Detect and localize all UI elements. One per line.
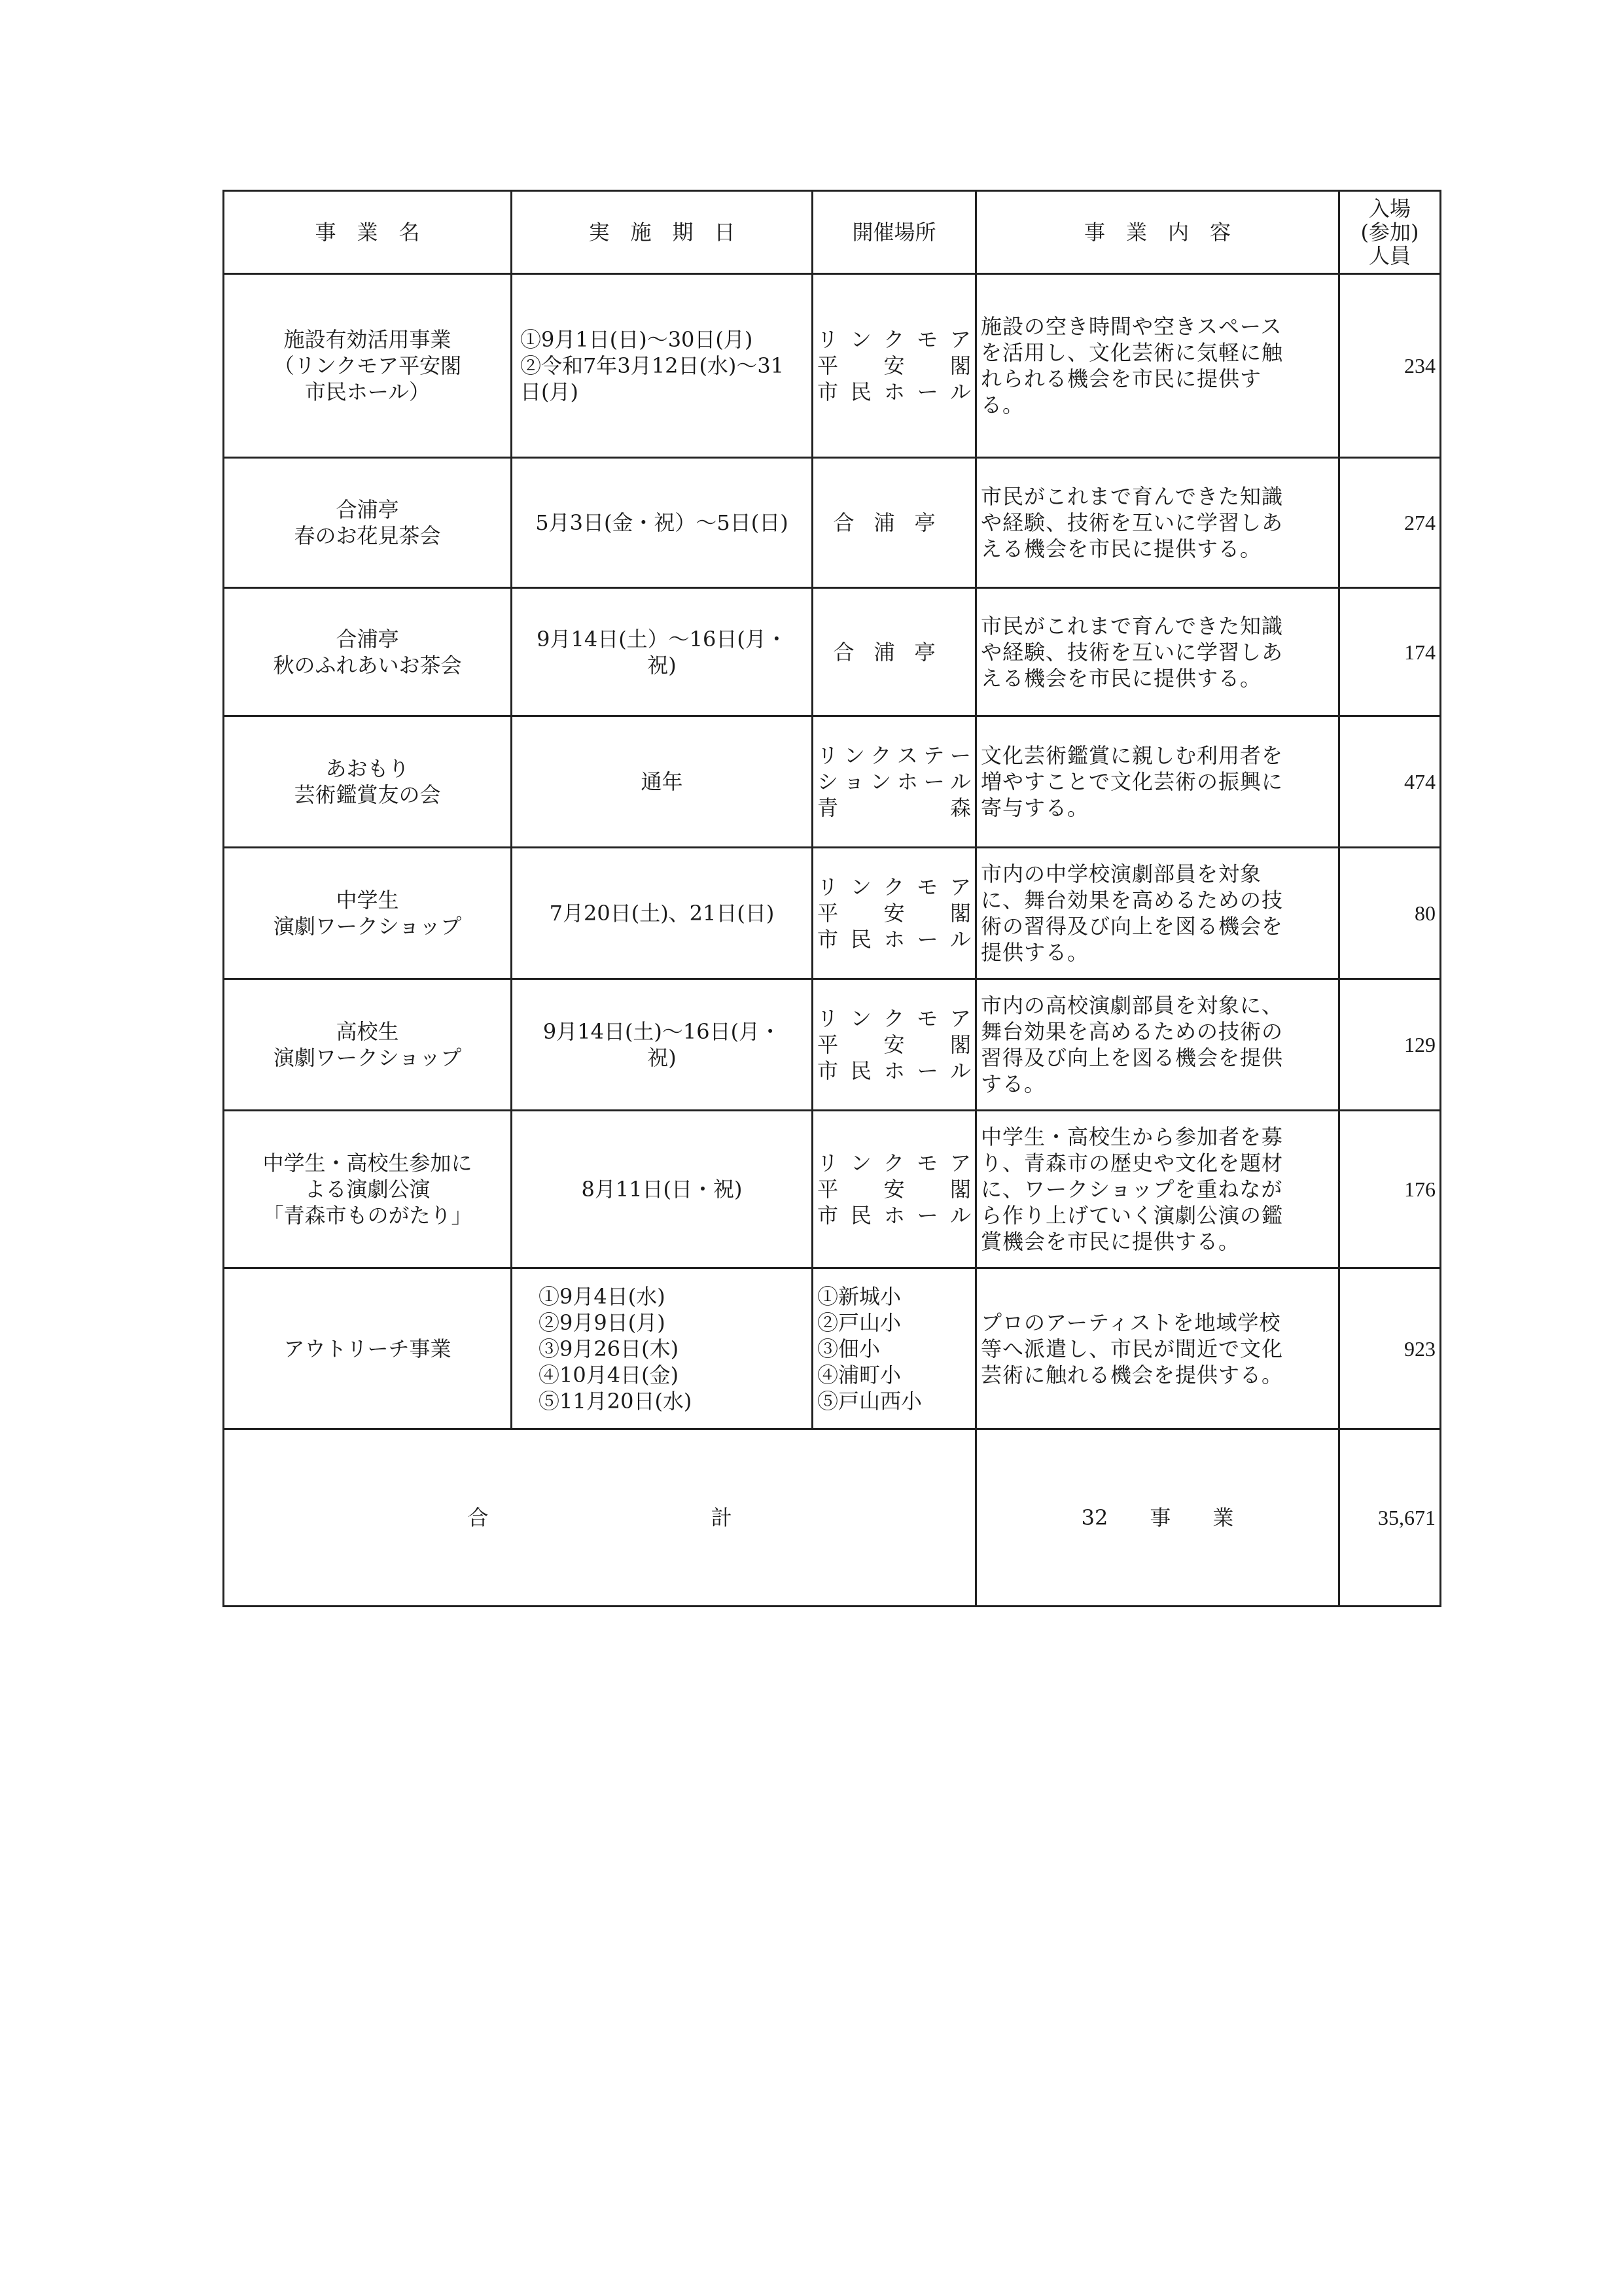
total-label-left: 合 xyxy=(467,1505,489,1530)
name-line: あおもり xyxy=(325,756,410,781)
event-venue xyxy=(813,1268,976,1429)
name-line: 春のお花見茶会 xyxy=(294,523,441,548)
name-line: アウトリーチ事業 xyxy=(283,1336,451,1361)
venue-line: 合浦亭 xyxy=(833,639,955,665)
table-row xyxy=(224,458,1441,588)
content-line: 増やすことで文化芸術の振興に xyxy=(981,769,1284,794)
event-attendance: 234 xyxy=(1339,274,1441,458)
table-row xyxy=(224,588,1441,716)
content-line: る。 xyxy=(981,392,1025,417)
name-line: 中学生・高校生参加に xyxy=(262,1151,472,1175)
content-line: 施設の空き時間や空きスペース xyxy=(981,314,1282,339)
event-content xyxy=(976,588,1339,716)
name-line: 合浦亭 xyxy=(336,626,399,652)
venue-line: ②戸山小 xyxy=(817,1310,902,1335)
content-line: 芸術に触れる機会を提供する。 xyxy=(981,1362,1284,1387)
event-date xyxy=(512,1111,813,1268)
header-attendance xyxy=(1339,191,1441,274)
date-line: 祝) xyxy=(647,1045,677,1070)
content-line: 文化芸術鑑賞に親しむ利用者を xyxy=(981,743,1284,768)
venue-line: リンクモア xyxy=(817,1151,971,1175)
event-venue xyxy=(813,1111,976,1268)
venue-line: 平 安 閣 xyxy=(817,353,971,378)
event-content xyxy=(976,1268,1339,1429)
content-line: する。 xyxy=(981,1071,1046,1096)
date-line: 通年 xyxy=(641,769,683,794)
venue-line: 合浦亭 xyxy=(833,510,955,535)
venue-line: ⑤戸山西小 xyxy=(817,1388,923,1414)
venue-line: 市民ホール xyxy=(817,1058,971,1083)
date-line: ②令和7年3月12日(水)～31 xyxy=(520,353,785,378)
event-venue xyxy=(813,716,976,848)
content-line: 市民がこれまで育んできた知識 xyxy=(981,484,1284,509)
content-line: れられる機会を市民に提供す xyxy=(981,366,1262,391)
content-line: に、ワークショップを重ねなが xyxy=(981,1177,1283,1202)
content-line: を活用し、文化芸術に気軽に触 xyxy=(981,340,1284,365)
content-line: 等へ派遣し、市民が間近で文化 xyxy=(981,1336,1284,1361)
content-line: 習得及び向上を図る機会を提供 xyxy=(981,1045,1284,1070)
event-content xyxy=(976,1111,1339,1268)
name-line: 演劇ワークショップ xyxy=(273,1045,462,1070)
date-line: ①9月1日(日)～30日(月) xyxy=(520,327,753,352)
content-line: プロのアーティストを地域学校 xyxy=(981,1310,1281,1335)
content-line: や経験、技術を互いに学習しあ xyxy=(981,639,1284,665)
date-line: 5月3日(金・祝）～5日(日) xyxy=(535,510,788,535)
header-date: 実 施 期 日 xyxy=(512,191,813,274)
date-line: 9月14日(土)～16日(月・ xyxy=(542,1019,781,1044)
name-line: （リンクモア平安閣 xyxy=(273,353,462,378)
table-row xyxy=(224,274,1441,458)
content-line: 舞台効果を高めるための技術の xyxy=(981,1019,1284,1044)
venue-line: ④浦町小 xyxy=(817,1362,902,1387)
total-row xyxy=(224,1429,1441,1607)
venue-line: 市民ホール xyxy=(817,927,971,952)
content-line: える機会を市民に提供する。 xyxy=(981,536,1262,561)
venue-line: リンクステー xyxy=(817,743,971,768)
date-line: ④10月4日(金) xyxy=(538,1362,679,1387)
content-line: に、舞台効果を高めるための技 xyxy=(981,888,1284,913)
event-name xyxy=(224,1268,512,1429)
date-line: 8月11日(日・祝) xyxy=(581,1177,743,1202)
event-name xyxy=(224,979,512,1111)
content-line: 市民がこれまで育んできた知識 xyxy=(981,613,1284,638)
venue-line: ションホール xyxy=(817,769,971,794)
content-line: ら作り上げていく演劇公演の鑑 xyxy=(981,1203,1284,1228)
venue-line: リンクモア xyxy=(817,875,971,899)
total-events: 32 事 業 xyxy=(976,1429,1339,1607)
table-row xyxy=(224,979,1441,1111)
content-line: える機会を市民に提供する。 xyxy=(981,665,1262,691)
event-venue xyxy=(813,274,976,458)
event-name xyxy=(224,716,512,848)
event-venue xyxy=(813,979,976,1111)
header-row xyxy=(224,191,1441,274)
header-content: 事 業 内 容 xyxy=(976,191,1339,274)
event-name xyxy=(224,274,512,458)
event-attendance: 174 xyxy=(1339,588,1441,716)
event-attendance: 274 xyxy=(1339,458,1441,588)
content-line: 市内の高校演劇部員を対象に、 xyxy=(981,993,1284,1018)
table-row xyxy=(224,1111,1441,1268)
event-date xyxy=(512,848,813,979)
event-attendance: 80 xyxy=(1339,848,1441,979)
venue-line: リンクモア xyxy=(817,327,971,352)
content-line: 術の習得及び向上を図る機会を xyxy=(981,914,1284,939)
venue-line: 青 森 xyxy=(817,795,971,820)
event-content xyxy=(976,274,1339,458)
content-line: 賞機会を市民に提供する。 xyxy=(981,1229,1241,1254)
events-table xyxy=(222,190,1441,1607)
event-date xyxy=(512,458,813,588)
date-line: ⑤11月20日(水) xyxy=(538,1388,692,1414)
event-venue xyxy=(813,458,976,588)
venue-line: 平 安 閣 xyxy=(817,901,971,926)
event-content xyxy=(976,458,1339,588)
venue-line: ①新城小 xyxy=(817,1283,902,1309)
event-name xyxy=(224,1111,512,1268)
event-content xyxy=(976,716,1339,848)
content-line: り、青森市の歴史や文化を題材 xyxy=(981,1151,1284,1175)
name-line: 高校生 xyxy=(336,1019,399,1044)
venue-line: 平 安 閣 xyxy=(817,1032,971,1057)
date-line: ③9月26日(木) xyxy=(538,1336,679,1361)
venue-line: 市民ホール xyxy=(817,379,971,404)
total-label xyxy=(224,1429,976,1607)
event-venue xyxy=(813,588,976,716)
table-row xyxy=(224,1268,1441,1429)
event-attendance: 129 xyxy=(1339,979,1441,1111)
name-line: 中学生 xyxy=(336,888,399,913)
venue-line: 平 安 閣 xyxy=(817,1177,971,1202)
event-name xyxy=(224,588,512,716)
venue-line: リンクモア xyxy=(817,1006,971,1031)
total-attendance: 35,671 xyxy=(1339,1429,1441,1607)
event-date xyxy=(512,716,813,848)
date-line: 7月20日(土)、21日(日) xyxy=(549,901,775,926)
event-date xyxy=(512,588,813,716)
name-line: 「青森市ものがたり」 xyxy=(262,1203,472,1228)
name-line: 市民ホール） xyxy=(304,379,431,404)
name-line: 演劇ワークショップ xyxy=(273,914,462,939)
date-line: 日(月) xyxy=(520,379,578,404)
event-name xyxy=(224,848,512,979)
header-venue: 開催場所 xyxy=(813,191,976,274)
name-line: 施設有効活用事業 xyxy=(283,327,451,352)
event-date xyxy=(512,274,813,458)
table-row xyxy=(224,848,1441,979)
name-line: よる演劇公演 xyxy=(304,1177,431,1202)
total-label-right: 計 xyxy=(711,1505,732,1530)
date-line: 9月14日(土）～16日(月・ xyxy=(537,626,787,652)
event-date xyxy=(512,1268,813,1429)
event-attendance: 923 xyxy=(1339,1268,1441,1429)
event-date xyxy=(512,979,813,1111)
content-line: や経験、技術を互いに学習しあ xyxy=(981,510,1284,535)
content-line: 寄与する。 xyxy=(981,795,1089,820)
event-name xyxy=(224,458,512,588)
name-line: 秋のふれあいお茶会 xyxy=(273,652,462,678)
event-attendance: 176 xyxy=(1339,1111,1441,1268)
event-venue xyxy=(813,848,976,979)
header-attendance-line: 入場 xyxy=(1368,196,1411,221)
content-line: 中学生・高校生から参加者を募 xyxy=(981,1124,1284,1149)
name-line: 芸術鑑賞友の会 xyxy=(294,782,441,807)
date-line: 祝) xyxy=(647,652,677,678)
content-line: 提供する。 xyxy=(981,940,1089,965)
venue-line: 市民ホール xyxy=(817,1203,971,1228)
date-line: ②9月9日(月) xyxy=(538,1310,665,1335)
name-line: 合浦亭 xyxy=(336,497,399,522)
header-name: 事 業 名 xyxy=(224,191,512,274)
date-line: ①9月4日(水) xyxy=(538,1283,665,1309)
content-line: 市内の中学校演劇部員を対象 xyxy=(981,861,1262,886)
event-content xyxy=(976,848,1339,979)
event-content xyxy=(976,979,1339,1111)
header-attendance-line: 人員 xyxy=(1368,243,1411,268)
table-row xyxy=(224,716,1441,848)
header-attendance-line: (参加) xyxy=(1360,220,1419,245)
venue-line: ③佃小 xyxy=(817,1336,881,1361)
event-attendance: 474 xyxy=(1339,716,1441,848)
